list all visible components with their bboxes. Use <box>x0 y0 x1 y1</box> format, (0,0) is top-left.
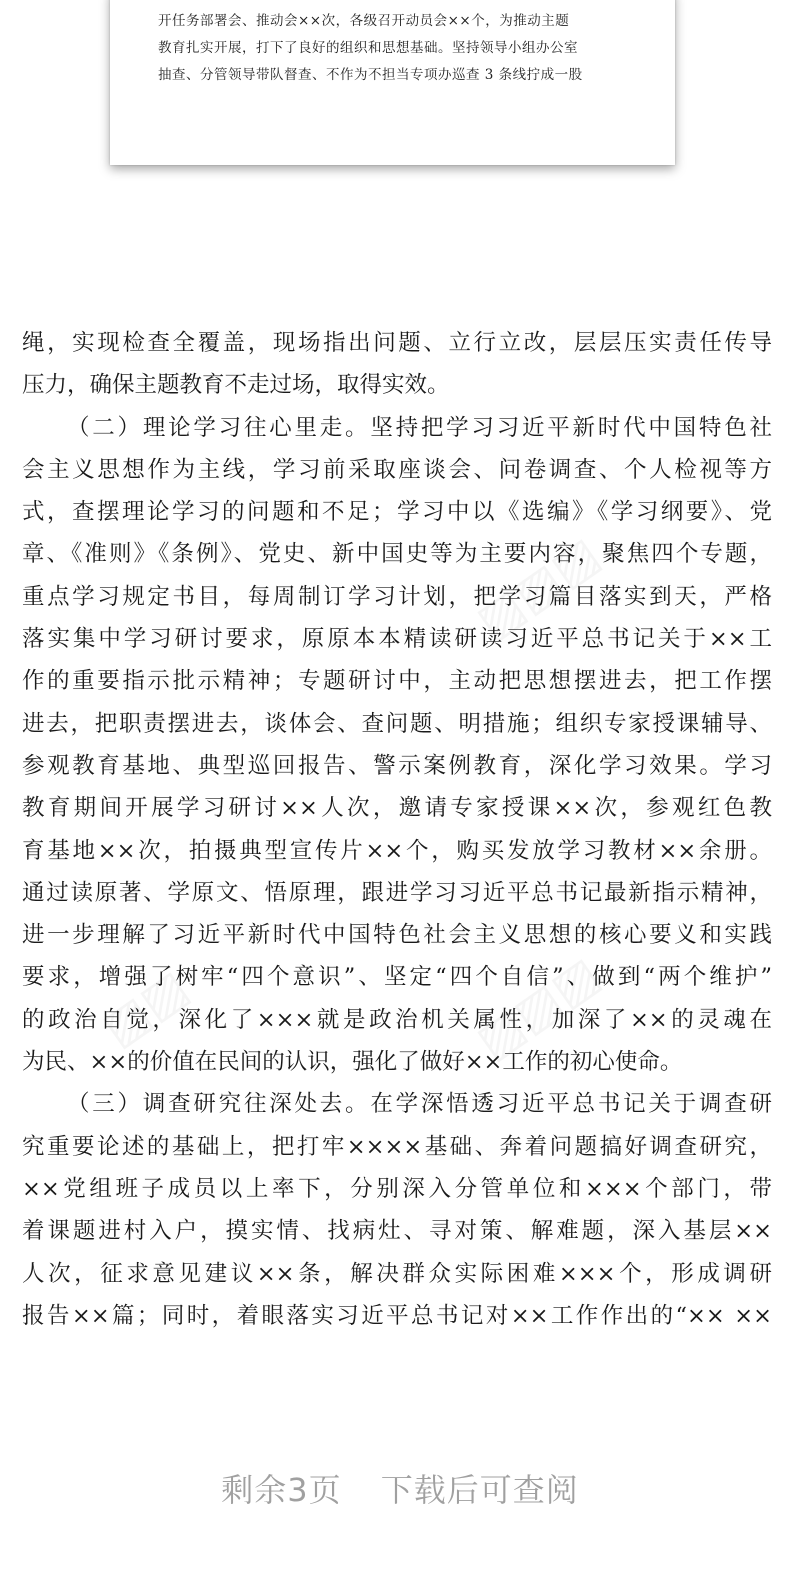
section-heading-line: （三）调查研究往深处去。在学深悟透习近平总书记关于调查研 <box>67 1091 772 1118</box>
body-line: 要求，增强了树牢“四个意识”、坚定“四个自信”、做到“两个维护” <box>22 964 772 991</box>
body-line: 通过读原著、学原文、悟原理，跟进学习习近平总书记最新指示精神， <box>22 879 772 906</box>
body-line: 绳，实现检查全覆盖，现场指出问题、立行立改，层层压实责任传导 <box>22 330 772 356</box>
body-line: 压力，确保主题教育不走过场，取得实效。 <box>22 372 450 399</box>
preview-line: 抽查、分管领导带队督查、不作为不担当专项办巡查 3 条线拧成一股 <box>158 67 583 83</box>
body-line: 进去，把职责摆进去，谈体会、查问题、明措施；组织专家授课辅导、 <box>22 710 772 737</box>
remaining-pages-label: 剩余3页 <box>221 1471 342 1509</box>
body-line: 会主义思想作为主线，学习前采取座谈会、问卷调查、个人检视等方 <box>22 456 772 483</box>
body-line: 参观教育基地、典型巡回报告、警示案例教育，深化学习效果。学习 <box>22 752 772 779</box>
body-line: 着课题进村入户，摸实情、找病灶、寻对策、解难题，深入基层×× <box>22 1218 772 1245</box>
section-heading-line: （二）理论学习往心里走。坚持把学习习近平新时代中国特色社 <box>67 414 772 441</box>
body-line: 报告××篇；同时，着眼落实习近平总书记对××工作作出的“×× ×× <box>22 1302 772 1329</box>
body-line: 人次，征求意见建议××条，解决群众实际困难×××个，形成调研 <box>22 1260 772 1287</box>
body-line: 育基地××次，拍摄典型宣传片××个，购买发放学习教材××余册。 <box>22 837 772 864</box>
body-line: 进一步理解了习近平新时代中国特色社会主义思想的核心要义和实践 <box>22 922 772 949</box>
body-line: 为民、××的价值在民间的认识，强化了做好××工作的初心使命。 <box>22 1049 683 1076</box>
watermark-logo: ▨▨▨ <box>466 946 610 1070</box>
body-line: 究重要论述的基础上，把打牢××××基础、奔着问题搞好调查研究， <box>22 1133 772 1160</box>
watermark-logo: ▨▨▨ <box>466 526 610 650</box>
preview-page-text <box>158 8 638 89</box>
body-line: 章、《准则》《条例》、党史、新中国史等为主要内容，聚焦四个专题， <box>22 541 772 568</box>
document-body <box>22 322 772 1337</box>
download-prompt[interactable] <box>0 1465 800 1511</box>
body-line: 作的重要指示批示精神；专题研讨中，主动把思想摆进去，把工作摆 <box>22 668 772 695</box>
body-line: ××党组班子成员以上率下，分别深入分管单位和×××个部门，带 <box>22 1175 772 1202</box>
body-line: 的政治自觉，深化了×××就是政治机关属性，加深了××的灵魂在 <box>22 1006 772 1033</box>
body-line: 重点学习规定书目，每周制订学习计划，把学习篇目落实到天，严格 <box>22 583 772 610</box>
preview-page-card <box>110 0 675 165</box>
watermark-logo: ▨▨ <box>92 959 199 1057</box>
body-line: 式，查摆理论学习的问题和不足；学习中以《选编》《学习纲要》、党 <box>22 499 772 526</box>
body-line: 教育期间开展学习研讨××人次，邀请专家授课××次，参观红色教 <box>22 795 772 822</box>
preview-line: 开任务部署会、推动会××次，各级召开动员会××个，为推动主题 <box>158 13 570 29</box>
body-line: 落实集中学习研讨要求，原原本本精读研读习近平总书记关于××工 <box>22 626 772 653</box>
preview-line: 教育扎实开展，打下了良好的组织和思想基础。坚持领导小组办公室 <box>158 40 578 56</box>
download-to-view-label[interactable]: 下载后可查阅 <box>380 1471 579 1509</box>
